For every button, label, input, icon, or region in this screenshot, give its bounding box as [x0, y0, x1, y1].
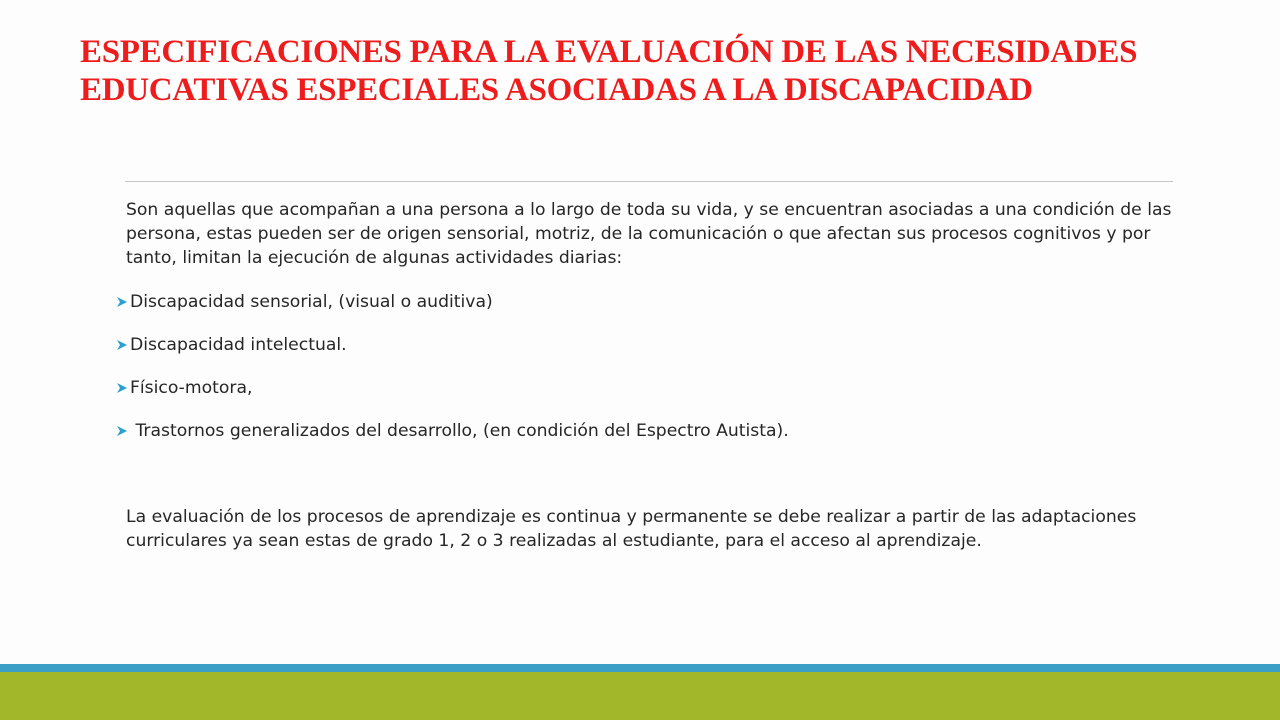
footer-stripe-blue [0, 664, 1280, 672]
bullet-text: Discapacidad sensorial, (visual o auditiva) [130, 292, 493, 312]
arrow-bullet-icon [116, 417, 130, 445]
bullet-text: Físico-motora, [130, 378, 253, 398]
bullet-item [116, 288, 789, 331]
bullet-list [116, 288, 789, 460]
bullet-item [116, 331, 789, 374]
bullet-text: Trastornos generalizados del desarrollo, (en condición del Espectro Autista). [130, 421, 789, 441]
arrow-bullet-icon [116, 374, 130, 402]
footer-stripe-green [0, 672, 1280, 720]
intro-paragraph: Son aquellas que acompañan a una persona a lo largo de toda su vida, y se encuentran asociadas a una condición de las persona, estas pueden ser de origen sensorial, motriz, de la comunicación o que afectan sus procesos cognitivos y por tanto, limitan la ejecución de algunas actividades diarias: [126, 200, 1172, 268]
bullet-item [116, 417, 789, 460]
slide-title-line-1: ESPECIFICACIONES PARA LA EVALUACIÓN DE LAS NECESIDADES [80, 34, 1138, 70]
title-divider [125, 181, 1173, 182]
slide-title-line-2: EDUCATIVAS ESPECIALES ASOCIADAS A LA DISCAPACIDAD [80, 72, 1033, 108]
slide-title [80, 33, 1200, 109]
arrow-bullet-icon [116, 331, 130, 359]
arrow-bullet-icon [116, 288, 130, 316]
closing-paragraph: La evaluación de los procesos de aprendizaje es continua y permanente se debe realizar a partir de las adaptaciones curriculares ya sean estas de grado 1, 2 o 3 realizadas al estudiante, para el acceso al aprendizaje. [126, 507, 1137, 551]
bullet-item [116, 374, 789, 417]
bullet-text: Discapacidad intelectual. [130, 335, 347, 355]
